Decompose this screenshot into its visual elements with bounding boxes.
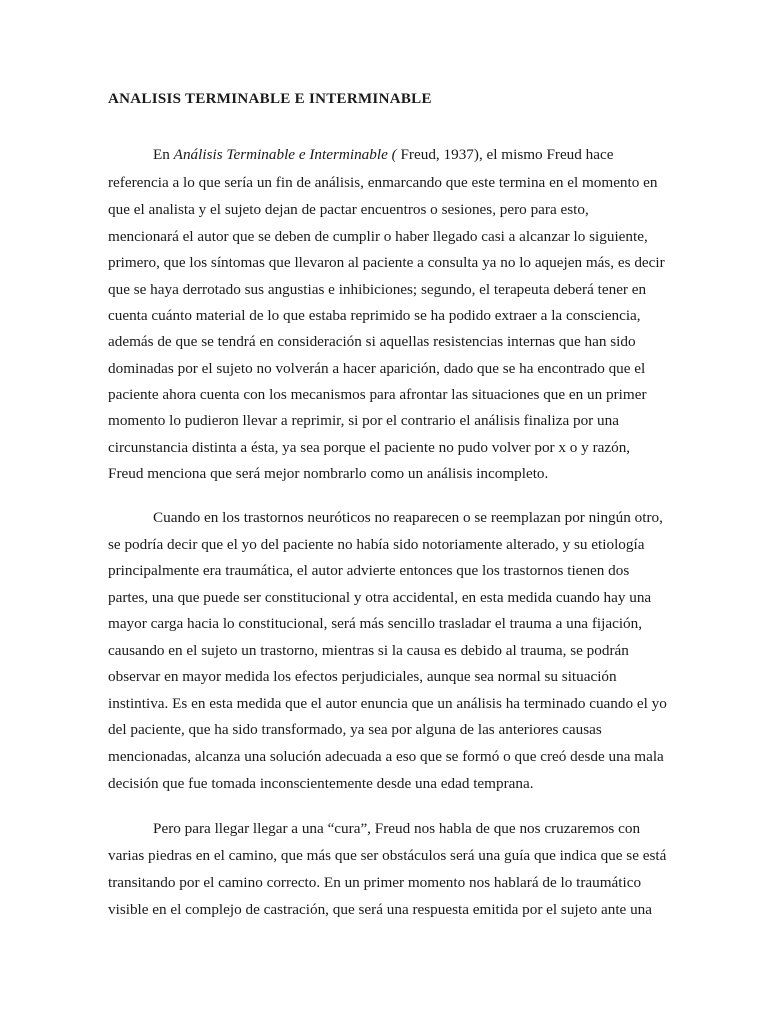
paragraph-3-line-3: transitando por el camino correcto. En un primer momento nos hablará de lo traumático — [108, 874, 642, 891]
paragraph-2-line-7: observar en mayor medida los efectos perjudiciales, aunque sea normal su situación — [108, 668, 617, 685]
paragraph-3-line-4: visible en el complejo de castración, que será una respuesta emitida por el sujeto ante una — [108, 901, 653, 918]
paragraph-1-line-12: circunstancia distinta a ésta, ya sea porque el paciente no pudo volver por x o y razón, — [108, 439, 631, 456]
paragraph-2-line-10: mencionadas, alcanza una solución adecuada a eso que se formó o que creó desde una mala — [108, 748, 664, 765]
paragraph-2-line-11: decisión que fue tomada inconscientemente desde una edad temprana. — [108, 775, 534, 792]
paragraph-3-line-1: Pero para llegar llegar a una “cura”, Freud nos habla de que nos cruzaremos con — [153, 820, 641, 837]
paragraph-1-line-9: dominadas por el sujeto no volverán a hacer aparición, dado que se ha encontrado que el — [108, 360, 646, 377]
paragraph-2-line-5: mayor carga hacia lo constitucional, será más sencillo trasladar el trauma a una fijación, — [108, 615, 643, 632]
paragraph-2-line-6: causando en el sujeto un trastorno, mientras si la causa es debido al trauma, se podrán — [108, 642, 629, 659]
paragraph-2-line-9: del paciente, que ha sido transformado, ya sea por alguna de las anteriores causas — [108, 721, 602, 738]
italic-work-title: Análisis Terminable e Interminable ( — [173, 146, 397, 163]
paragraph-1-line-3: que el analista y el sujeto dejan de pactar encuentros o sesiones, pero para esto, — [108, 201, 589, 218]
paragraph-1-line-7: cuenta cuánto material de lo que estaba reprimido se ha podido extraer a la consciencia, — [108, 307, 641, 324]
paragraph-2-line-3: principalmente era traumática, el autor advierte entonces que los trastornos tienen dos — [108, 562, 630, 579]
paragraph-1-line-4: mencionará el autor que se deben de cumplir o haber llegado casi a alcanzar lo siguiente, — [108, 228, 648, 245]
paragraph-2-line-8: instintiva. Es en esta medida que el autor enuncia que un análisis ha terminado cuando el yo — [108, 695, 667, 712]
paragraph-1-line-8: además de que se tendrá en consideración si aquellas resistencias internas que han sido — [108, 333, 636, 350]
paragraph-2-line-4: partes, una que puede ser constitucional y otra accidental, en esta medida cuando hay una — [108, 589, 652, 606]
text-run: Freud, 1937), el mismo Freud hace — [396, 146, 614, 163]
paragraph-1-line-2: referencia a lo que sería un fin de análisis, enmarcando que este termina en el momento en — [108, 174, 658, 191]
paragraph-1-line-5: primero, que los síntomas que llevaron al paciente a consulta ya no lo aquejen más, es decir — [108, 254, 665, 271]
paragraph-3-line-2: varias piedras en el camino, que más que ser obstáculos será una guía que indica que se está — [108, 847, 667, 864]
text-run: En — [153, 146, 174, 163]
paragraph-1-line-1 — [153, 145, 614, 165]
paragraph-1-line-6: que se haya derrotado sus angustias e inhibiciones; segundo, el terapeuta deberá tener en — [108, 281, 647, 298]
paragraph-2-line-1: Cuando en los trastornos neuróticos no reaparecen o se reemplazan por ningún otro, — [153, 509, 663, 526]
paragraph-1-line-13: Freud menciona que será mejor nombrarlo como un análisis incompleto. — [108, 465, 549, 482]
paragraph-2-line-2: se podría decir que el yo del paciente no había sido notoriamente alterado, y su etiología — [108, 536, 645, 553]
paragraph-1-line-11: momento lo pudieron llevar a reprimir, si por el contrario el análisis finaliza por una — [108, 412, 619, 429]
paragraph-1-line-10: paciente ahora cuenta con los mecanismos para afrontar las situaciones que en un primer — [108, 386, 647, 403]
document-title: ANALISIS TERMINABLE E INTERMINABLE — [108, 91, 432, 107]
